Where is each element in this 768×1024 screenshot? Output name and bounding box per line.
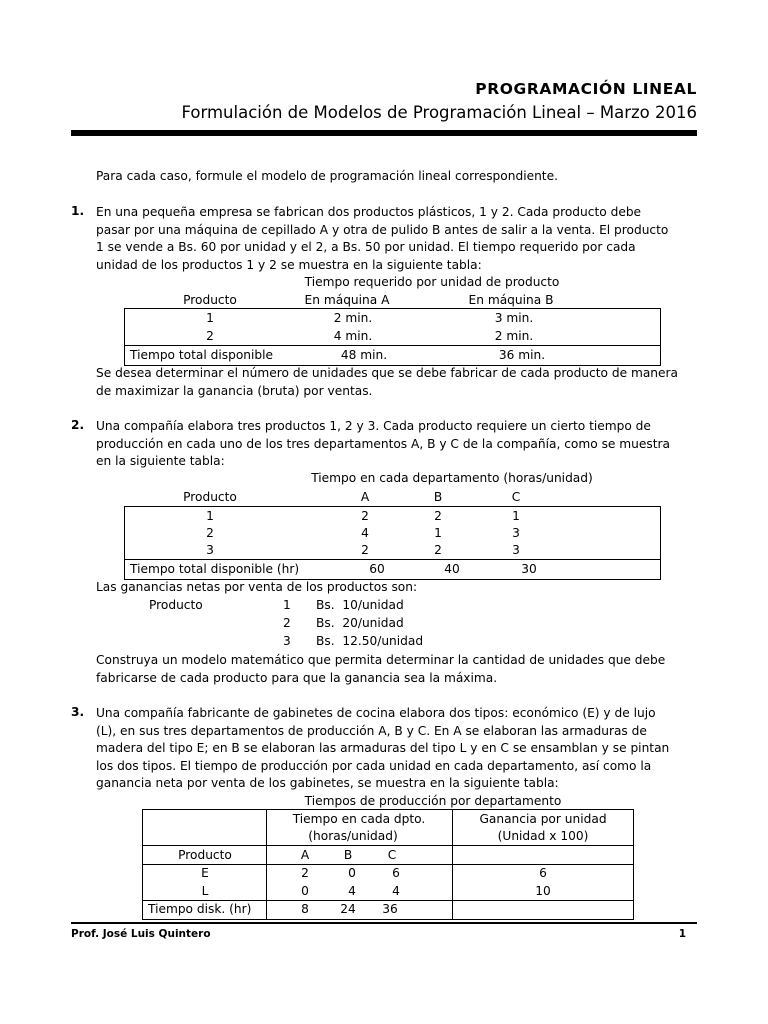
- table-3-caption: Tiempos de producción por departamento: [304, 794, 562, 808]
- text-line: En una pequeña empresa se fabrican dos productos plásticos, 1 y 2. Cada producto debe: [96, 205, 642, 219]
- gains-product: 2: [283, 616, 291, 630]
- table-header-cell: B: [433, 490, 443, 504]
- table-cell: L: [201, 884, 209, 898]
- table-cell: 2 min.: [494, 329, 534, 343]
- text-line: Una compañía elabora tres productos 1, 2 y 3. Cada producto requiere un cierto tiempo de: [96, 419, 651, 433]
- table-header-cell: Ganancia por unidad: [479, 812, 607, 826]
- table-cell: 10: [535, 884, 551, 898]
- table-header-cell: Tiempo en cada dpto.: [292, 812, 426, 826]
- table-header-cell: Producto: [183, 293, 237, 307]
- table-cell: 4: [361, 526, 369, 540]
- table-cell: 2: [301, 866, 309, 880]
- gains-product: 1: [283, 598, 291, 612]
- table-cell: 3 min.: [494, 311, 534, 325]
- table-cell: 2: [361, 543, 369, 557]
- text-line: unidad de los productos 1 y 2 se muestra en la siguiente tabla:: [96, 257, 482, 272]
- footer-rule: [71, 922, 697, 924]
- table-cell: 3: [206, 543, 214, 557]
- text-line: madera del tipo E; en B se elaboran las armaduras del tipo L y en C se ensamblan y se pintan: [96, 741, 670, 755]
- gains-label: Producto: [149, 598, 203, 612]
- table-header-cell: (Unidad x 100): [497, 829, 589, 843]
- table-2-caption: Tiempo en cada departamento (horas/unidad): [311, 471, 593, 485]
- table-cell: 1: [206, 509, 214, 523]
- table-header-cell: A: [300, 848, 310, 862]
- gains-intro: Las ganancias netas por venta de los productos son:: [96, 580, 418, 594]
- table-header-cell: Producto: [178, 848, 232, 862]
- table-cell: 0: [301, 884, 309, 898]
- table-total-label: Tiempo total disponible: [130, 348, 274, 362]
- table-cell: 60: [369, 562, 385, 576]
- table-cell: 2: [206, 329, 214, 343]
- table-cell: 1: [512, 509, 520, 523]
- table-cell: 24: [340, 902, 356, 916]
- text-line: Construya un modelo matemático que permita determinar la cantidad de unidades que debe: [96, 653, 666, 667]
- table-cell: 3: [512, 526, 520, 540]
- gains-value: Bs. 12.50/unidad: [316, 634, 424, 648]
- table-divider: [124, 345, 660, 346]
- table-cell: 6: [539, 866, 547, 880]
- table-header-cell: (horas/unidad): [308, 829, 398, 843]
- table-cell: 2 min.: [333, 311, 373, 325]
- table-header-cell: En máquina B: [468, 293, 554, 307]
- table-header-cell: C: [511, 490, 521, 504]
- text-line: de maximizar la ganancia (bruta) por ventas.: [96, 383, 373, 398]
- page-subtitle: Formulación de Modelos de Programación Lineal – Marzo 2016: [181, 103, 697, 122]
- table-cell: 40: [444, 562, 460, 576]
- text-line: Se desea determinar el número de unidades que se debe fabricar de cada producto de manera: [96, 366, 678, 380]
- problem-1-text: [96, 204, 698, 274]
- intro-text: Para cada caso, formule el modelo de programación lineal correspondiente.: [96, 169, 558, 183]
- header-rule: [71, 130, 697, 136]
- table-cell: 1: [206, 311, 214, 325]
- table-header-cell: Producto: [183, 490, 237, 504]
- problem-3-text: [96, 705, 698, 793]
- table-header-cell: En máquina A: [304, 293, 390, 307]
- table-divider: [142, 900, 633, 901]
- table-cell: 1: [434, 526, 442, 540]
- text-line: pasar por una máquina de cepillado A y otra de pulido B antes de salir a la venta. El producto: [96, 222, 669, 237]
- table-cell: 4: [392, 884, 400, 898]
- table-divider: [124, 559, 660, 560]
- problem-3-number: 3.: [71, 705, 85, 719]
- text-line: fabricarse de cada producto para que la ganancia sea la máxima.: [96, 670, 498, 685]
- table-cell: 36: [382, 902, 398, 916]
- table-header-cell: C: [387, 848, 397, 862]
- table-cell: 2: [206, 526, 214, 540]
- table-total-label: Tiempo total disponible (hr): [130, 562, 300, 576]
- gains-value: Bs. 10/unidad: [316, 598, 404, 612]
- table-cell: 36 min.: [498, 348, 546, 362]
- table-cell: 2: [434, 543, 442, 557]
- footer-author: Prof. José Luis Quintero: [71, 928, 211, 940]
- table-cell: E: [201, 866, 209, 880]
- table-header-cell: A: [360, 490, 370, 504]
- text-line: 1 se vende a Bs. 60 por unidad y el 2, a Bs. 50 por unidad. El tiempo requerido por cada: [96, 240, 636, 254]
- table-cell: 0: [348, 866, 356, 880]
- table-cell: 4: [348, 884, 356, 898]
- table-divider: [142, 864, 633, 865]
- page-number: 1: [678, 928, 686, 940]
- page-title: PROGRAMACIÓN LINEAL: [475, 80, 697, 98]
- problem-2-number: 2.: [71, 418, 85, 432]
- text-line: producción en cada uno de los tres departamentos A, B y C de la compañía, como se muestra: [96, 436, 671, 451]
- table-cell: 3: [512, 543, 520, 557]
- text-line: ganancia neta por venta de los gabinetes, se muestra en la siguiente tabla:: [96, 776, 559, 790]
- table-cell: 6: [392, 866, 400, 880]
- table-cell: 2: [434, 509, 442, 523]
- table-total-label: Tiempo disk. (hr): [148, 902, 252, 916]
- table-cell: 4 min.: [333, 329, 373, 343]
- table-cell: 48 min.: [340, 348, 388, 362]
- table-divider: [142, 845, 633, 846]
- gains-value: Bs. 20/unidad: [316, 616, 404, 630]
- text-line: los dos tipos. El tiempo de producción por cada unidad en cada departamento, así como la: [96, 758, 652, 773]
- problem-1-question: [96, 365, 698, 400]
- problem-2-text: [96, 418, 698, 471]
- table-cell: 30: [521, 562, 537, 576]
- table-1-caption: Tiempo requerido por unidad de producto: [304, 275, 560, 289]
- table-header-cell: B: [343, 848, 353, 862]
- text-line: en la siguiente tabla:: [96, 454, 225, 468]
- problem-2-question: [96, 652, 698, 687]
- table-cell: 2: [361, 509, 369, 523]
- table-cell: 8: [301, 902, 309, 916]
- problem-1-number: 1.: [71, 204, 85, 218]
- text-line: (L), en sus tres departamentos de producción A, B y C. En A se elaboran las armaduras de: [96, 723, 647, 738]
- gains-product: 3: [283, 634, 291, 648]
- text-line: Una compañía fabricante de gabinetes de cocina elabora dos tipos: económico (E) y de lujo: [96, 706, 656, 720]
